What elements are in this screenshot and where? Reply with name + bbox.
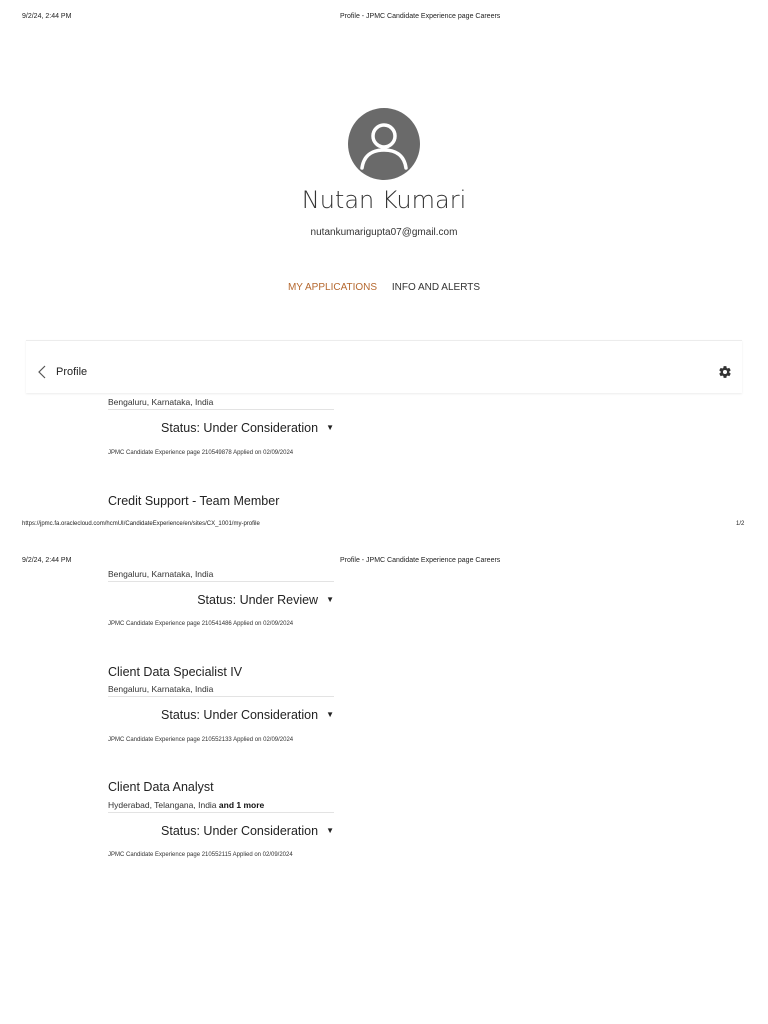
- print-page-number: 1/2: [736, 521, 745, 527]
- tab-my-applications[interactable]: MY APPLICATIONS: [287, 282, 378, 293]
- print-date-page-2: 9/2/24, 2:44 PM: [22, 557, 72, 564]
- tab-info-and-alerts[interactable]: INFO AND ALERTS: [391, 282, 481, 293]
- caret-down-icon: ▼: [326, 826, 334, 835]
- application-meta: JPMC Candidate Experience page 210549878 Applied on 02/09/2024: [108, 450, 294, 456]
- caret-down-icon: ▼: [326, 595, 334, 604]
- caret-down-icon: ▼: [326, 423, 334, 432]
- caret-down-icon: ▼: [326, 710, 334, 719]
- application-meta: JPMC Candidate Experience page 210541486 Applied on 02/09/2024: [108, 621, 294, 627]
- settings-button[interactable]: [718, 365, 732, 384]
- user-icon: [348, 108, 420, 180]
- application-title[interactable]: Client Data Specialist IV: [108, 665, 243, 679]
- application-location: Bengaluru, Karnataka, India: [108, 569, 334, 582]
- chevron-left-icon: [38, 365, 46, 379]
- application-status-dropdown[interactable]: [108, 708, 334, 722]
- application-location-more[interactable]: and 1 more: [218, 800, 265, 810]
- print-date: 9/2/24, 2:44 PM: [22, 13, 72, 20]
- application-location-text: Hyderabad, Telangana, India: [108, 800, 217, 810]
- profile-name: Nutan Kumari: [301, 186, 467, 214]
- application-status-dropdown[interactable]: [108, 593, 334, 607]
- application-location: Bengaluru, Karnataka, India: [108, 397, 334, 410]
- profile-subheader: [26, 340, 742, 393]
- application-title[interactable]: Credit Support - Team Member: [108, 494, 280, 508]
- print-title-page-2: Profile - JPMC Candidate Experience page Careers: [340, 557, 501, 564]
- application-meta: JPMC Candidate Experience page 210552133 Applied on 02/09/2024: [108, 737, 294, 743]
- application-status-dropdown[interactable]: [108, 421, 334, 435]
- application-location: Bengaluru, Karnataka, India: [108, 684, 334, 697]
- print-url: https://jpmc.fa.oraclecloud.com/hcmUI/CandidateExperience/en/sites/CX_1001/my-profile: [22, 521, 260, 527]
- application-status: Status: Under Review: [197, 593, 319, 607]
- application-location: [108, 800, 334, 813]
- application-status: Status: Under Consideration: [161, 824, 319, 838]
- profile-tabs: [0, 282, 768, 293]
- back-label: Profile: [56, 366, 88, 378]
- application-status: Status: Under Consideration: [161, 708, 319, 722]
- application-status-dropdown[interactable]: [108, 824, 334, 838]
- application-title[interactable]: Client Data Analyst: [108, 780, 214, 794]
- print-title: Profile - JPMC Candidate Experience page Careers: [340, 13, 501, 20]
- profile-email: nutankumarigupta07@gmail.com: [310, 227, 458, 238]
- application-meta: JPMC Candidate Experience page 210552115 Applied on 02/09/2024: [108, 852, 293, 858]
- back-to-profile-link[interactable]: [38, 365, 87, 379]
- gear-icon: [718, 365, 732, 379]
- avatar: [348, 108, 420, 180]
- application-status: Status: Under Consideration: [161, 421, 319, 435]
